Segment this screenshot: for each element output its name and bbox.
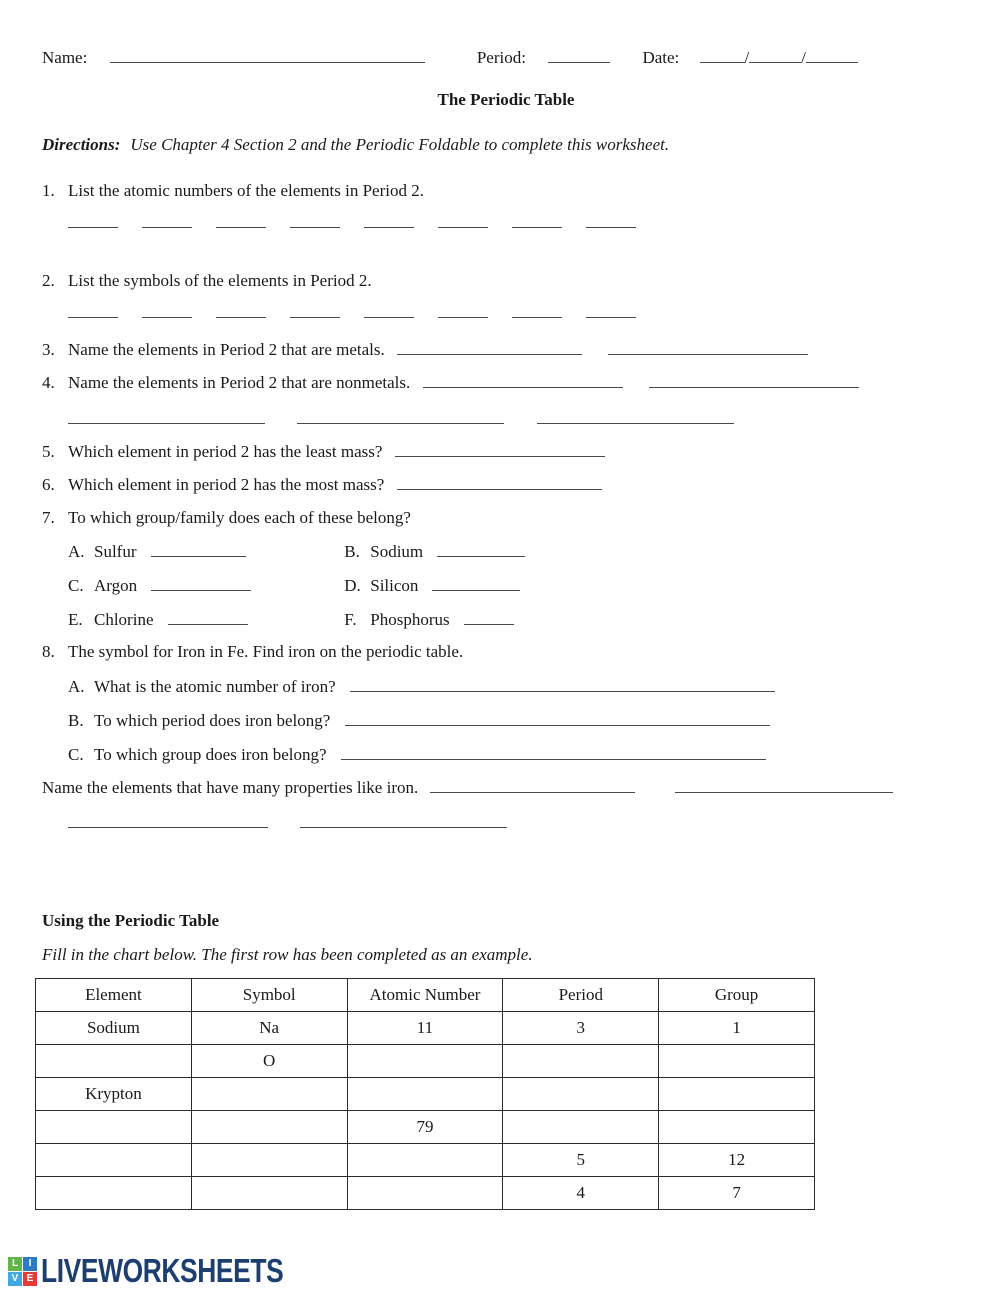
answer-blank[interactable]	[300, 812, 507, 828]
table-cell: Krypton	[36, 1078, 192, 1111]
date-blank-year[interactable]	[806, 47, 858, 63]
name-blank[interactable]	[110, 47, 425, 63]
page-title: The Periodic Table	[437, 90, 575, 109]
table-cell[interactable]	[347, 1177, 503, 1210]
sub-question-text: To which period does iron belong?	[94, 711, 331, 730]
question-7-row-1	[68, 541, 970, 562]
date-blank-day[interactable]	[749, 47, 801, 63]
item-letter: A.	[68, 677, 85, 696]
column-header: Element	[36, 979, 192, 1012]
question-number: 6.	[42, 475, 55, 494]
answer-blank[interactable]	[345, 710, 770, 726]
table-cell[interactable]	[191, 1144, 347, 1177]
question-number: 2.	[42, 271, 55, 290]
question-number: 7.	[42, 508, 55, 527]
section2-heading: Using the Periodic Table	[42, 911, 220, 930]
followup-text: Name the elements that have many properties like iron.	[42, 778, 419, 797]
element-name: Argon	[94, 576, 138, 595]
answer-blank[interactable]	[297, 408, 504, 424]
table-cell[interactable]	[347, 1078, 503, 1111]
answer-blank[interactable]	[350, 676, 775, 692]
answer-blank[interactable]	[216, 302, 266, 318]
table-cell[interactable]	[191, 1078, 347, 1111]
answer-blank[interactable]	[432, 575, 520, 591]
date-slash: /	[801, 48, 806, 67]
table-row	[36, 1078, 815, 1111]
column-header: Period	[503, 979, 659, 1012]
answer-blank[interactable]	[68, 212, 118, 228]
date-slash: /	[744, 48, 750, 67]
logo-square-e: E	[23, 1272, 37, 1286]
answer-blank[interactable]	[397, 339, 582, 355]
question-text: List the atomic numbers of the elements in Period 2.	[68, 181, 424, 200]
sub-question-text: To which group does iron belong?	[94, 745, 327, 764]
answer-blank[interactable]	[608, 339, 808, 355]
element-name: Chlorine	[94, 610, 154, 629]
question-text: Name the elements in Period 2 that are metals.	[68, 340, 385, 359]
answer-blank[interactable]	[437, 541, 525, 557]
answer-blank[interactable]	[151, 575, 251, 591]
answer-blank[interactable]	[438, 302, 488, 318]
question-text: Name the elements in Period 2 that are nonmetals.	[68, 373, 411, 392]
element-name: Sodium	[370, 542, 424, 561]
item-letter: F.	[344, 610, 357, 629]
table-row	[36, 1045, 815, 1078]
question-number: 5.	[42, 442, 55, 461]
table-cell: Sodium	[36, 1012, 192, 1045]
answer-blank[interactable]	[151, 541, 246, 557]
item-letter: C.	[68, 745, 84, 764]
question-6	[42, 474, 970, 495]
period-label: Period:	[476, 48, 526, 67]
question-5	[42, 441, 970, 462]
table-cell: 1	[659, 1012, 815, 1045]
element-name: Phosphorus	[370, 610, 450, 629]
table-cell[interactable]	[36, 1045, 192, 1078]
question-text: Which element in period 2 has the least mass?	[68, 442, 383, 461]
directions	[42, 135, 970, 155]
table-cell: 3	[503, 1012, 659, 1045]
table-cell[interactable]	[659, 1078, 815, 1111]
item-letter: B.	[344, 542, 360, 561]
answer-blank[interactable]	[512, 212, 562, 228]
question-3	[42, 339, 970, 360]
table-cell: 11	[347, 1012, 503, 1045]
liveworksheets-logo-icon	[8, 1257, 37, 1286]
answer-blank[interactable]	[586, 302, 636, 318]
section2-instructions: Fill in the chart below. The first row has been completed as an example.	[42, 945, 533, 964]
question-number: 4.	[42, 373, 55, 392]
table-cell[interactable]	[347, 1144, 503, 1177]
question-2-blanks	[68, 302, 970, 323]
answer-blank[interactable]	[675, 777, 893, 793]
table-row	[36, 1144, 815, 1177]
table-cell[interactable]	[347, 1045, 503, 1078]
table-row	[36, 1177, 815, 1210]
item-letter: C.	[68, 576, 84, 595]
table-header-row	[36, 979, 815, 1012]
answer-blank[interactable]	[68, 408, 265, 424]
answer-blank[interactable]	[395, 441, 605, 457]
question-text: Which element in period 2 has the most mass?	[68, 475, 385, 494]
question-8-followup-blanks	[68, 812, 970, 833]
logo-square-i: I	[23, 1257, 37, 1271]
answer-blank[interactable]	[438, 212, 488, 228]
question-text: To which group/family does each of these belong?	[68, 508, 411, 527]
column-header: Group	[659, 979, 815, 1012]
answer-blank[interactable]	[168, 609, 248, 625]
table-cell[interactable]	[503, 1111, 659, 1144]
table-cell[interactable]	[36, 1111, 192, 1144]
directions-text: Use Chapter 4 Section 2 and the Periodic Foldable to complete this worksheet.	[130, 135, 670, 154]
sub-question-text: What is the atomic number of iron?	[94, 677, 336, 696]
column-header: Symbol	[191, 979, 347, 1012]
question-7	[42, 508, 970, 528]
logo-square-l: L	[8, 1257, 22, 1271]
answer-blank[interactable]	[397, 474, 602, 490]
answer-blank[interactable]	[512, 302, 562, 318]
question-1-blanks	[68, 212, 970, 233]
answer-blank[interactable]	[430, 777, 635, 793]
table-cell: 79	[347, 1111, 503, 1144]
answer-blank[interactable]	[216, 212, 266, 228]
question-number: 3.	[42, 340, 55, 359]
answer-blank[interactable]	[68, 302, 118, 318]
liveworksheets-logo[interactable]	[8, 1252, 344, 1290]
table-cell: 7	[659, 1177, 815, 1210]
logo-square-v: V	[8, 1272, 22, 1286]
element-name: Silicon	[370, 576, 419, 595]
question-text: List the symbols of the elements in Period 2.	[68, 271, 372, 290]
question-4-blanks	[68, 408, 970, 429]
question-7-row-3	[68, 609, 970, 630]
question-8c	[68, 744, 970, 765]
question-8-followup	[42, 777, 970, 798]
header-row	[42, 47, 970, 68]
answer-blank[interactable]	[290, 302, 340, 318]
table-cell: 12	[659, 1144, 815, 1177]
liveworksheets-wordmark: LIVEWORKSHEETS	[41, 1252, 284, 1289]
question-8a	[68, 676, 970, 697]
question-2	[42, 271, 970, 291]
period-blank[interactable]	[548, 47, 610, 63]
item-letter: A.	[68, 542, 85, 561]
question-number: 8.	[42, 642, 55, 661]
question-8	[42, 642, 970, 662]
table-row	[36, 1012, 815, 1045]
answer-blank[interactable]	[423, 372, 623, 388]
answer-blank[interactable]	[341, 744, 766, 760]
table-cell: 5	[503, 1144, 659, 1177]
table-cell: Na	[191, 1012, 347, 1045]
date-label: Date:	[642, 48, 680, 67]
answer-blank[interactable]	[142, 302, 192, 318]
column-header: Atomic Number	[347, 979, 503, 1012]
answer-blank[interactable]	[68, 812, 268, 828]
table-cell[interactable]	[191, 1177, 347, 1210]
answer-blank[interactable]	[537, 408, 734, 424]
question-4	[42, 372, 970, 393]
question-7-row-2	[68, 575, 970, 596]
answer-blank[interactable]	[142, 212, 192, 228]
name-label: Name:	[42, 48, 88, 67]
table-cell[interactable]	[659, 1045, 815, 1078]
table-cell[interactable]	[191, 1111, 347, 1144]
item-letter: E.	[68, 610, 83, 629]
date-blank-month[interactable]	[700, 47, 745, 63]
answer-blank[interactable]	[649, 372, 859, 388]
item-letter: B.	[68, 711, 84, 730]
table-cell[interactable]	[36, 1144, 192, 1177]
table-cell[interactable]	[503, 1045, 659, 1078]
answer-blank[interactable]	[290, 212, 340, 228]
question-number: 1.	[42, 181, 55, 200]
answer-blank[interactable]	[364, 302, 414, 318]
answer-blank[interactable]	[364, 212, 414, 228]
table-cell[interactable]	[503, 1078, 659, 1111]
element-name: Sulfur	[94, 542, 137, 561]
answer-blank[interactable]	[586, 212, 636, 228]
directions-label: Directions:	[42, 135, 121, 154]
question-1	[42, 181, 970, 201]
table-cell: 4	[503, 1177, 659, 1210]
question-text: The symbol for Iron in Fe. Find iron on the periodic table.	[68, 642, 464, 661]
table-row	[36, 1111, 815, 1144]
item-letter: D.	[344, 576, 361, 595]
table-cell: O	[191, 1045, 347, 1078]
table-cell[interactable]	[659, 1111, 815, 1144]
answer-blank[interactable]	[464, 609, 514, 625]
fill-in-chart	[35, 978, 815, 1210]
table-cell[interactable]	[36, 1177, 192, 1210]
question-8b	[68, 710, 970, 731]
